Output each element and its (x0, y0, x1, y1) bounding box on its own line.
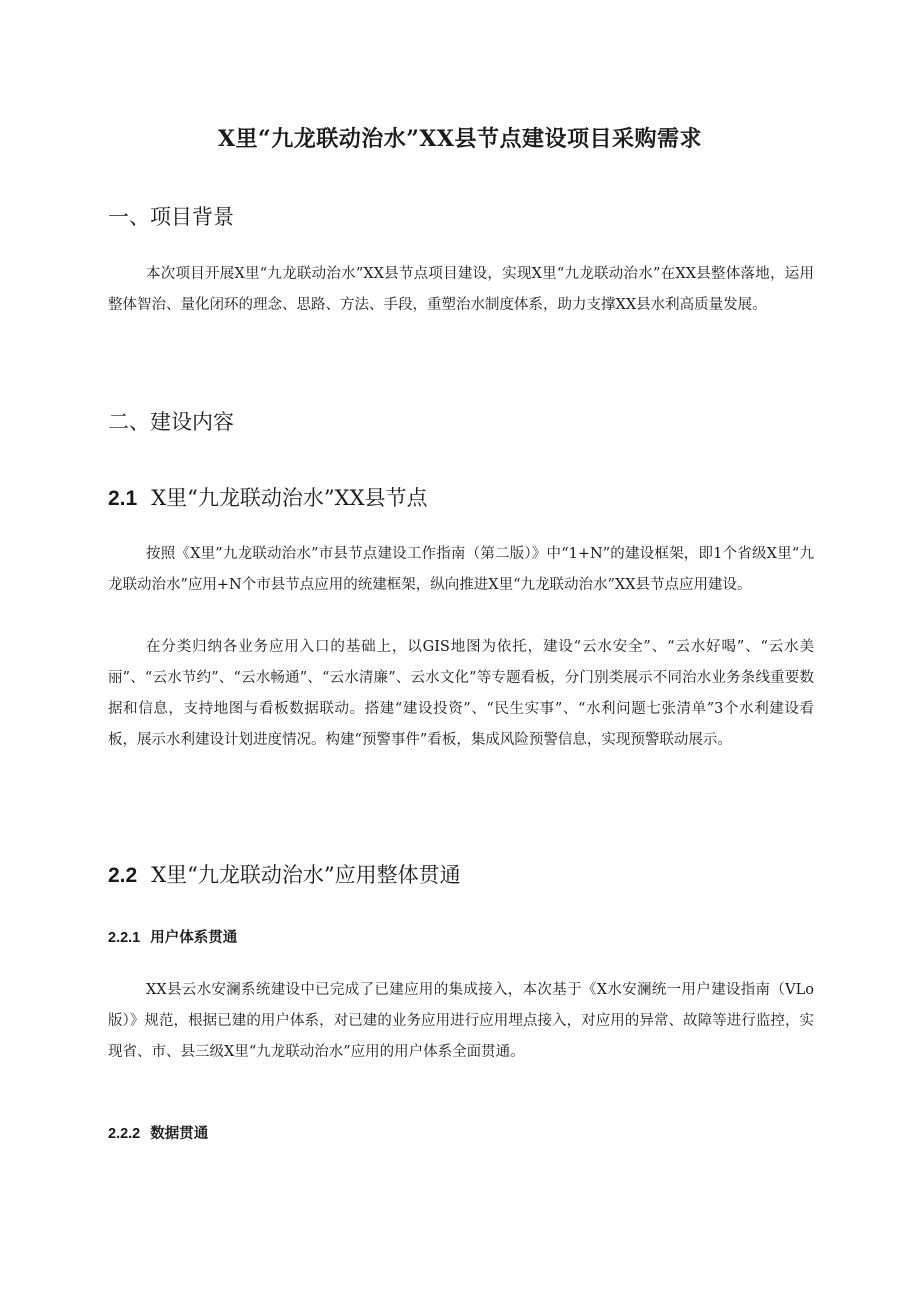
subsection-2-2-1-paragraph: XX县云水安澜系统建设中已完成了已建应用的集成接入，本次基于《X水安澜统一用户建设指南（VLo版）》规范，根据已建的用户体系，对已建的业务应用进行应用埋点接入，对应用的异常、故障等进行监控，实现省、市、县三级X里“九龙联动治水”应用的用户体系全面贯通。 (108, 982, 814, 1060)
subsection-title: X里“九龙联动治水”XX县节点 (151, 486, 428, 510)
subsection-number: 2.2.1 (108, 930, 141, 946)
subsection-2-1-heading (108, 482, 428, 512)
subsection-2-1-paragraph-2: 在分类归纳各业务应用入口的基础上，以GIS地图为依托，建设“云水安全”、“云水好喝”、“云水美丽”、“云水节约”、“云水畅通”、“云水清廉”、云水文化”等专题看板，分门别类展示不同治水业务条线重要数据和信息，支持地图与看板数据联动。搭建“建设投资”、“民生实事”、“水利问题七张清单”3个水利建设看板，展示水利建设计划进度情况。构建“预警事件”看板，集成风险预警信息，实现预警联动展示。 (108, 639, 814, 748)
subsection-2-2-1-heading (108, 926, 237, 947)
subsection-2-2-2-heading (108, 1122, 208, 1143)
subsection-2-2-heading (108, 859, 461, 889)
document-title: X里“九龙联动治水”XX县节点建设项目采购需求 (217, 126, 703, 152)
subsection-title: 数据贯通 (150, 1125, 209, 1142)
subsection-title: 用户体系贯通 (150, 929, 238, 946)
section-heading-background: 一、项目背景 (108, 205, 234, 229)
subsection-number: 2.2.2 (108, 1126, 141, 1142)
subsection-number: 2.2 (108, 864, 138, 887)
subsection-title: X里“九龙联动治水”应用整体贯通 (151, 863, 461, 887)
background-paragraph: 本次项目开展X里“九龙联动治水”XX县节点项目建设，实现X里“九龙联动治水”在XX县整体落地，运用整体智治、量化闭环的理念、思路、方法、手段，重塑治水制度体系，助力支撑XX县水利高质量发展。 (108, 266, 814, 313)
subsection-2-1-paragraph-1: 按照《X里”九龙联动治水”市县节点建设工作指南（第二版）》中“1+N”的建设框架，即1个省级X里“九龙联动治水”应用+N个市县节点应用的统建框架，纵向推进X里“九龙联动治水”XX县节点应用建设。 (108, 546, 814, 593)
section-heading-content: 二、建设内容 (108, 410, 234, 434)
subsection-number: 2.1 (108, 487, 138, 510)
